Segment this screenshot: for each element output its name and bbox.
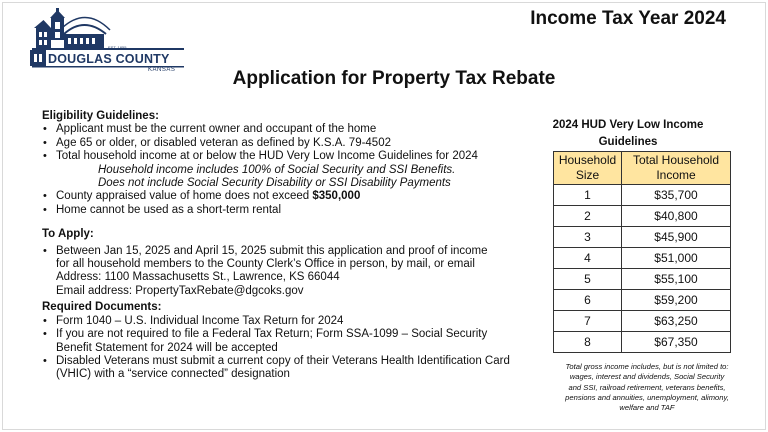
- apply-list: [42, 245, 542, 299]
- income-note: Does not include Social Security Disability or SSI Disability Payments: [98, 177, 451, 190]
- table-row: [554, 332, 731, 353]
- list-item: • Applicant must be the current owner and occupant of the home: [43, 123, 377, 136]
- table-row: [554, 248, 731, 269]
- household-size-cell: 4: [554, 248, 622, 269]
- list-item-text: Applicant must be the current owner and occupant of the home: [56, 123, 377, 136]
- table-header-row: [554, 152, 731, 185]
- footnote-line: pensions and annuities, unemployment, alimony,: [565, 392, 729, 402]
- footnote-line: welfare and TAF: [619, 403, 675, 413]
- hud-table-body: [554, 185, 731, 353]
- income-limit-cell: $40,800: [622, 206, 731, 227]
- apply-line: Between Jan 15, 2025 and April 15, 2025 submit this application and proof of income: [56, 244, 488, 257]
- header-text: Income: [656, 168, 696, 182]
- county-logo: [28, 6, 190, 72]
- list-item-text: Form 1040 – U.S. Individual Income Tax Return for 2024: [56, 314, 344, 327]
- main-content: [42, 110, 542, 382]
- total-income-header: [622, 152, 731, 185]
- list-item: • Disabled Veterans must submit a current copy of their Veterans Health Identification Card (VHIC) with a “service connected” designation: [42, 355, 542, 382]
- income-limit-cell: $45,900: [622, 227, 731, 248]
- income-note: Household income includes 100% of Social Security and SSI Benefits.: [98, 163, 456, 176]
- header-text: Size: [575, 168, 600, 182]
- header-text: Household: [558, 153, 617, 167]
- household-size-cell: 3: [554, 227, 622, 248]
- documents-list: [42, 315, 542, 382]
- household-size-cell: 8: [554, 332, 622, 353]
- list-item: • County appraised value of home does not exceed $350,000: [43, 190, 361, 203]
- income-limit-cell: $35,700: [622, 185, 731, 206]
- documents-heading: Required Documents:: [42, 301, 162, 314]
- hud-table-title: [548, 117, 708, 151]
- list-item: • Total household income at or below the HUD Very Low Income Guidelines for 2024 Household income includes 100% of Social Security and SSI Benefits. Does not include Social Security Disability or SSI Disability Payments: [42, 150, 542, 190]
- income-limit-cell: $59,200: [622, 290, 731, 311]
- value-limit: $350,000: [312, 190, 361, 203]
- footnote-line: and SSI, railroad retirement, veterans benefits,: [568, 382, 726, 392]
- list-item-text: Age 65 or older, or disabled veteran as defined by K.S.A. 79-4502: [56, 136, 391, 149]
- income-limit-cell: $63,250: [622, 311, 731, 332]
- list-item-text: (VHIC) with a “service connected” designation: [56, 368, 290, 381]
- list-item-text: Disabled Veterans must submit a current copy of their Veterans Health Identification Card: [56, 354, 510, 367]
- logo-state: KANSAS: [148, 67, 176, 73]
- table-row: [554, 185, 731, 206]
- logo-county-name: DOUGLAS COUNTY: [48, 52, 170, 66]
- page-title: Application for Property Tax Rebate: [232, 68, 556, 89]
- hud-title-line: Guidelines: [598, 136, 658, 148]
- table-row: [554, 206, 731, 227]
- income-limit-cell: $55,100: [622, 269, 731, 290]
- list-item-text: County appraised value of home does not exceed: [56, 190, 313, 203]
- footnote-line: Total gross income includes, but is not limited to:: [565, 362, 729, 371]
- income-footnote: [548, 362, 746, 413]
- table-row: [554, 227, 731, 248]
- list-item: • Age 65 or older, or disabled veteran as defined by K.S.A. 79-4502: [43, 136, 391, 149]
- household-size-cell: 7: [554, 311, 622, 332]
- list-item: • If you are not required to file a Federal Tax Return; Form SSA-1099 – Social Security Benefit Statement for 2024 will be accepted: [42, 328, 542, 355]
- header-text: Total Household: [632, 153, 720, 167]
- table-row: [554, 290, 731, 311]
- clerk-email-link[interactable]: Email address: PropertyTaxRebate@dgcoks.gov: [56, 284, 304, 297]
- list-item-text: Total household income at or below the HUD Very Low Income Guidelines for 2024: [56, 150, 478, 163]
- table-row: [554, 269, 731, 290]
- list-item: • Home cannot be used as a short-term rental: [43, 203, 282, 216]
- clerk-address: Address: 1100 Massachusetts St., Lawrence, KS 66044: [56, 271, 340, 284]
- household-size-cell: 1: [554, 185, 622, 206]
- list-item-text: Home cannot be used as a short-term rental: [56, 203, 282, 216]
- apply-heading: To Apply:: [42, 228, 94, 241]
- hud-income-table: [553, 151, 731, 353]
- income-limit-cell: $67,350: [622, 332, 731, 353]
- household-size-cell: 2: [554, 206, 622, 227]
- hud-title-line: 2024 HUD Very Low Income: [552, 119, 704, 131]
- household-size-header: [554, 152, 622, 185]
- list-item: • Form 1040 – U.S. Individual Income Tax Return for 2024: [43, 314, 344, 327]
- household-size-cell: 6: [554, 290, 622, 311]
- tax-year-heading: Income Tax Year 2024: [530, 8, 726, 29]
- household-size-cell: 5: [554, 269, 622, 290]
- eligibility-list: [42, 123, 542, 217]
- list-item: • Between Jan 15, 2025 and April 15, 2025 submit this application and proof of income for all household members to the County Clerk’s Office in person, by mail, or email Address: 1100 Massachusetts St., Lawrence, KS 66044 Email address: PropertyTaxRebate@dgcoks.gov: [42, 245, 542, 299]
- list-item-text: Benefit Statement for 2024 will be accepted: [56, 341, 278, 354]
- income-limit-cell: $51,000: [622, 248, 731, 269]
- eligibility-heading: Eligibility Guidelines:: [42, 110, 159, 122]
- logo-established: EST. 1855: [108, 45, 127, 50]
- apply-line: for all household members to the County Clerk’s Office in person, by mail, or email: [56, 258, 475, 271]
- list-item-text: If you are not required to file a Federal Tax Return; Form SSA-1099 – Social Security: [56, 328, 488, 341]
- table-row: [554, 311, 731, 332]
- footnote-line: wages, interest and dividends, Social Security: [569, 372, 725, 382]
